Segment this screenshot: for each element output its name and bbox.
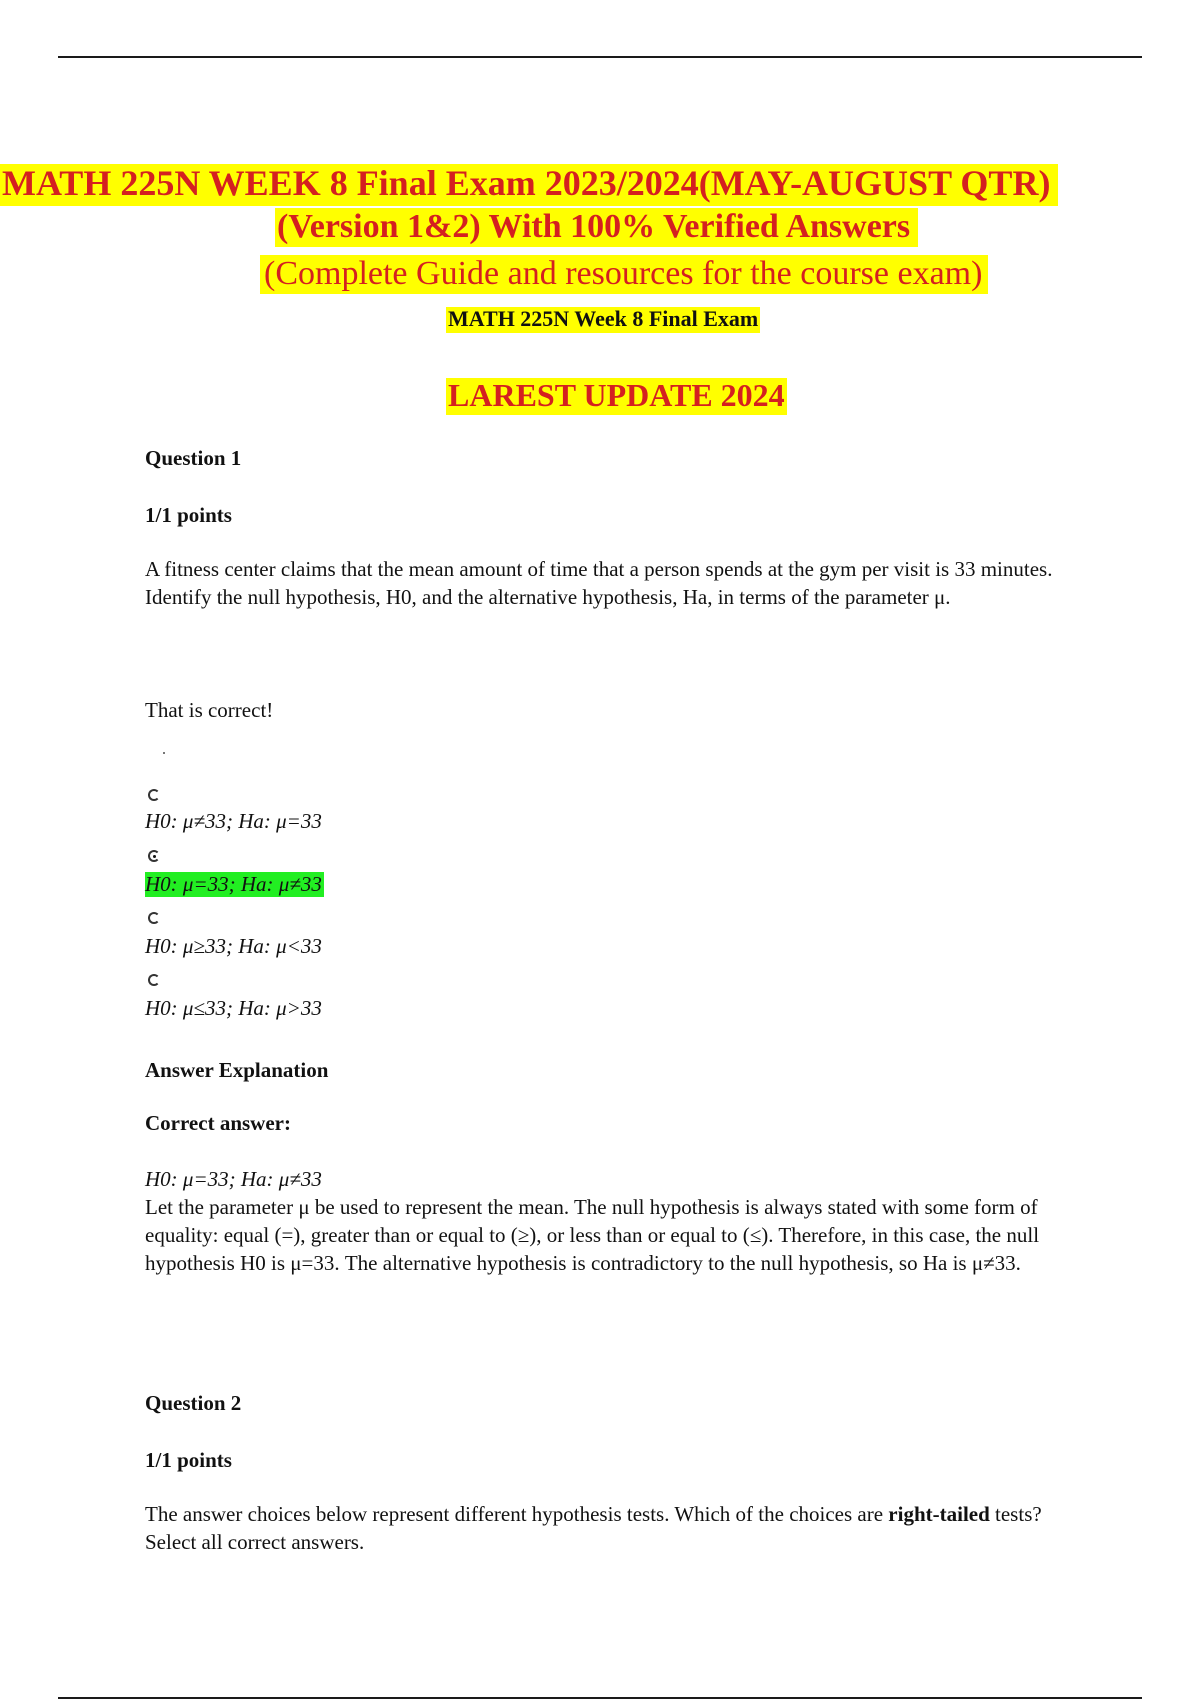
answer-explanation-heading: Answer Explanation [145, 1058, 329, 1082]
top-rule [58, 56, 1142, 58]
course-line: MATH 225N Week 8 Final Exam [446, 307, 760, 333]
doc-title-line-2: (Version 1&2) With 100% Verified Answers [275, 208, 918, 247]
option-2-label: H0: μ=33; Ha: μ≠33 [145, 872, 322, 896]
radio-option-1[interactable] [148, 789, 160, 801]
question-1-points: 1/1 points [145, 503, 232, 527]
correct-answer-heading: Correct answer: [145, 1111, 291, 1135]
stray-dot [163, 752, 165, 754]
question-1-text: A fitness center claims that the mean amount of time that a person spends at the gym per visit is 33 minutes. Identify the null hypothesis, H0, and the alternative hypothesis, Ha, in terms of the parameter μ. [145, 557, 1053, 609]
doc-title-line-1: MATH 225N WEEK 8 Final Exam 2023/2024(MAY-AUGUST QTR) [0, 164, 1058, 206]
option-1-label: H0: μ≠33; Ha: μ=33 [145, 809, 322, 833]
answer-explanation-text: Let the parameter μ be used to represent the mean. The null hypothesis is always stated with some form of equality: equal (=), greater than or equal to (≥), or less than or equal to (≤). Therefore, in this case, the null hypothesis H0 is μ=33. The alternative hypothesis is contradictory to the null hypothesis, so Ha is μ≠33. [145, 1195, 1040, 1275]
question-2-points: 1/1 points [145, 1448, 232, 1472]
question-2-heading: Question 2 [145, 1391, 242, 1415]
radio-option-3[interactable] [148, 912, 160, 924]
doc-subtitle: (Complete Guide and resources for the course exam) [260, 255, 988, 294]
option-4-label: H0: μ≤33; Ha: μ>33 [145, 996, 322, 1020]
question-1-heading: Question 1 [145, 446, 242, 470]
question-2-text-before: The answer choices below represent different hypothesis tests. Which of the choices are [145, 1502, 889, 1526]
question-2-text [145, 1501, 1065, 1557]
correct-answer-value: H0: μ=33; Ha: μ≠33 [145, 1167, 322, 1191]
option-3-label: H0: μ≥33; Ha: μ<33 [145, 934, 322, 958]
radio-option-2[interactable] [148, 850, 160, 862]
question-1-feedback: That is correct! [145, 698, 274, 722]
question-2-text-bold: right-tailed [888, 1502, 990, 1526]
bottom-rule [58, 1697, 1142, 1699]
radio-option-4[interactable] [148, 974, 160, 986]
update-line: LAREST UPDATE 2024 [446, 378, 787, 415]
question-2-text-after: tests? Select all correct answers. [145, 1502, 1042, 1554]
